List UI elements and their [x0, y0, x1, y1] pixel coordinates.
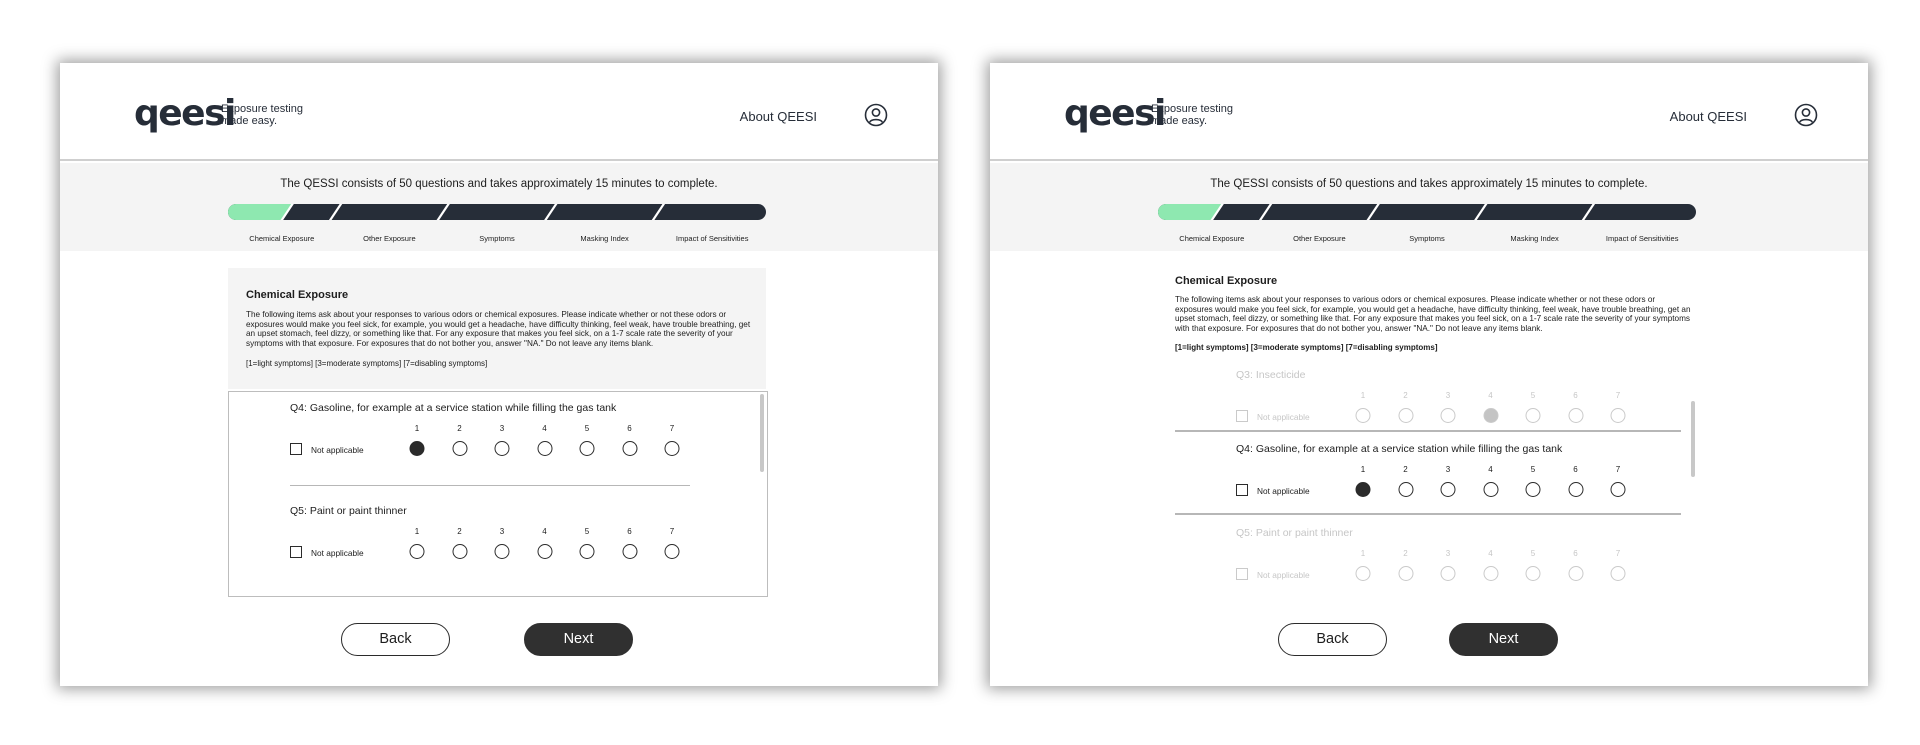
scale-number: 4 — [1488, 549, 1493, 558]
rating-radio-7[interactable] — [1611, 482, 1626, 497]
about-link[interactable]: About QEESI — [739, 109, 817, 124]
rating-radio-3[interactable] — [495, 544, 510, 559]
instructions-card — [228, 268, 766, 389]
progress-step-label[interactable]: Symptoms — [1409, 234, 1445, 243]
scale-number: 5 — [1530, 391, 1536, 400]
progress-track-fill — [1158, 204, 1696, 220]
scale-number: 4 — [1488, 465, 1493, 474]
scale-number: 3 — [1445, 549, 1451, 558]
rating-radio-4[interactable] — [1483, 482, 1498, 497]
rating-radio-1[interactable] — [1356, 408, 1371, 423]
progress-track — [1158, 204, 1696, 220]
rating-radio-1[interactable] — [410, 544, 425, 559]
scale-number: 4 — [542, 424, 547, 433]
scrollbar-thumb[interactable] — [1691, 401, 1695, 477]
user-icon[interactable] — [1794, 103, 1818, 127]
next-button[interactable]: Next — [1449, 623, 1558, 656]
screen-inline-card — [60, 63, 938, 686]
progress-step-label[interactable]: Impact of Sensitivities — [1605, 234, 1679, 243]
scale-number: 5 — [1530, 465, 1536, 474]
back-button[interactable]: Back — [1278, 623, 1387, 656]
scale-number: 2 — [457, 527, 462, 536]
progress-band — [60, 163, 938, 251]
rating-radio-6[interactable] — [1568, 408, 1583, 423]
scale-number: 1 — [1360, 391, 1366, 400]
section-title: Chemical Exposure — [1175, 275, 1278, 287]
scale-number: 2 — [1403, 465, 1408, 474]
scale-note: [1=light symptoms] [3=moderate symptoms] [7=disabling symptoms] — [1175, 343, 1438, 352]
rating-radio-3[interactable] — [495, 441, 510, 456]
rating-radio-7[interactable] — [1611, 408, 1626, 423]
rating-radio-5[interactable] — [1526, 566, 1541, 581]
scale-number: 4 — [542, 527, 547, 536]
rating-radio-4[interactable] — [1483, 566, 1498, 581]
rating-radio-4[interactable] — [537, 441, 552, 456]
rating-radio-5[interactable] — [1526, 408, 1541, 423]
rating-radio-1[interactable] — [1356, 566, 1371, 581]
next-button[interactable]: Next — [524, 623, 633, 656]
question-scroll-area[interactable] — [228, 391, 768, 597]
scale-number: 1 — [1360, 549, 1366, 558]
not-applicable-checkbox[interactable] — [290, 546, 302, 558]
not-applicable-checkbox[interactable] — [1236, 484, 1248, 496]
scale-number: 7 — [669, 527, 675, 536]
app-header — [990, 63, 1868, 161]
scale-number: 7 — [1615, 465, 1621, 474]
intro-text: The QESSI consists of 50 questions and takes approximately 15 minutes to complete. — [1210, 178, 1648, 190]
scale-number: 6 — [1573, 465, 1578, 474]
progress-step-label[interactable]: Impact of Sensitivities — [675, 234, 749, 243]
scale-number: 2 — [457, 424, 462, 433]
question-text: Q4: Gasoline, for example at a service station while filling the gas tank — [1236, 443, 1563, 455]
rating-radio-1[interactable] — [1356, 482, 1371, 497]
rating-radio-7[interactable] — [665, 544, 680, 559]
not-applicable-label: Not applicable — [311, 445, 364, 455]
scale-number: 5 — [584, 527, 590, 536]
scale-number: 3 — [1445, 465, 1451, 474]
scale-number: 4 — [1488, 391, 1493, 400]
question-text: Q5: Paint or paint thinner — [290, 505, 407, 517]
logo[interactable]: qeesi — [134, 93, 235, 134]
tagline-line-2: made easy. — [1151, 115, 1208, 127]
rating-radio-1[interactable] — [410, 441, 425, 456]
rating-radio-6[interactable] — [1568, 566, 1583, 581]
scale-number: 2 — [1403, 549, 1408, 558]
rating-radio-7[interactable] — [1611, 566, 1626, 581]
question-text: Q5: Paint or paint thinner — [1236, 527, 1353, 539]
not-applicable-label: Not applicable — [1257, 412, 1310, 422]
progress-track — [228, 204, 766, 220]
question-text: Q3: Insecticide — [1236, 369, 1306, 381]
scale-number: 6 — [1573, 391, 1578, 400]
scale-number: 6 — [1573, 549, 1578, 558]
not-applicable-label: Not applicable — [311, 548, 364, 558]
rating-radio-5[interactable] — [580, 441, 595, 456]
scale-note: [1=light symptoms] [3=moderate symptoms] [7=disabling symptoms] — [246, 359, 488, 368]
scale-number: 3 — [1445, 391, 1451, 400]
about-link[interactable]: About QEESI — [1669, 109, 1747, 124]
progress-step-label[interactable]: Masking Index — [580, 234, 629, 243]
not-applicable-label: Not applicable — [1257, 570, 1310, 580]
section-description: The following items ask about your responses to various odors or chemical exposures. Please indicate whether or not these odors or exposures would make you feel sick, for example, you would get a headache, have difficulty thinking, feel weak, have trouble breathing, get an upset stomach, feel dizzy, or something like that. For any exposure that makes you feel sick, on a 1-7 scale rate the severity of your symptoms with that exposure. For exposures that do not bother you, answer "NA." Do not leave any items blank. — [1175, 295, 1691, 334]
scale-number: 1 — [1360, 465, 1366, 474]
rating-radio-7[interactable] — [665, 441, 680, 456]
instructions-block — [1175, 268, 1705, 358]
rating-radio-2[interactable] — [1398, 408, 1413, 423]
progress-step-label[interactable]: Other Exposure — [1293, 234, 1346, 243]
section-title: Chemical Exposure — [246, 289, 349, 301]
progress-step-label[interactable]: Chemical Exposure — [1179, 234, 1245, 243]
not-applicable-checkbox[interactable] — [290, 443, 302, 455]
scale-number: 7 — [1615, 391, 1621, 400]
rating-radio-4[interactable] — [537, 544, 552, 559]
rating-radio-3[interactable] — [1441, 566, 1456, 581]
section-description: The following items ask about your responses to various odors or chemical exposures. Please indicate whether or not these odors or exposures would make you feel sick, for example, you would get a headache, have difficulty thinking, feel weak, have trouble breathing, get an upset stomach, feel dizzy, or something like that. For any exposure that makes you feel sick, on a 1-7 scale rate the severity of your symptoms with that exposure. For exposures that do not bother you, answer "NA." Do not leave any items blank. — [246, 310, 751, 349]
progress-track-fill — [228, 204, 766, 220]
rating-radio-5[interactable] — [580, 544, 595, 559]
not-applicable-label: Not applicable — [1257, 486, 1310, 496]
question-divider — [1175, 513, 1681, 515]
question-scroll-area[interactable] — [1175, 363, 1695, 605]
progress-step-label[interactable]: Chemical Exposure — [249, 234, 315, 243]
tagline-line-1: Exposure testing — [1151, 103, 1233, 115]
rating-radio-6[interactable] — [1568, 482, 1583, 497]
scale-number: 1 — [414, 527, 420, 536]
progress-step-label[interactable]: Other Exposure — [363, 234, 416, 243]
progress-step-label[interactable]: Symptoms — [479, 234, 515, 243]
question-text: Q4: Gasoline, for example at a service station while filling the gas tank — [290, 402, 617, 414]
back-button[interactable]: Back — [341, 623, 450, 656]
rating-radio-3[interactable] — [1441, 482, 1456, 497]
tagline-line-2: made easy. — [221, 115, 278, 127]
scale-number: 2 — [1403, 391, 1408, 400]
rating-radio-2[interactable] — [452, 441, 467, 456]
rating-radio-6[interactable] — [622, 441, 637, 456]
progress-band — [990, 163, 1868, 251]
scale-number: 5 — [584, 424, 590, 433]
scale-number: 7 — [669, 424, 675, 433]
not-applicable-checkbox[interactable] — [1236, 410, 1248, 422]
rating-radio-4[interactable] — [1483, 408, 1498, 423]
rating-radio-2[interactable] — [452, 544, 467, 559]
rating-radio-3[interactable] — [1441, 408, 1456, 423]
logo-tagline — [1151, 103, 1233, 127]
question-divider — [290, 485, 690, 486]
logo[interactable]: qeesi — [1064, 93, 1165, 134]
logo-tagline — [221, 103, 303, 127]
scale-number: 3 — [499, 424, 505, 433]
rating-radio-6[interactable] — [622, 544, 637, 559]
rating-radio-2[interactable] — [1398, 566, 1413, 581]
rating-radio-2[interactable] — [1398, 482, 1413, 497]
rating-radio-5[interactable] — [1526, 482, 1541, 497]
progress-step-label[interactable]: Masking Index — [1510, 234, 1559, 243]
scrollbar-thumb[interactable] — [760, 394, 764, 472]
question-divider — [1175, 430, 1681, 432]
scale-number: 5 — [1530, 549, 1536, 558]
scale-number: 1 — [414, 424, 420, 433]
app-header — [60, 63, 938, 161]
scale-number: 6 — [627, 527, 632, 536]
not-applicable-checkbox[interactable] — [1236, 568, 1248, 580]
intro-text: The QESSI consists of 50 questions and takes approximately 15 minutes to complete. — [280, 178, 718, 190]
screen-focused-question — [990, 63, 1868, 686]
scale-number: 7 — [1615, 549, 1621, 558]
user-icon[interactable] — [864, 103, 888, 127]
scale-number: 3 — [499, 527, 505, 536]
tagline-line-1: Exposure testing — [221, 103, 303, 115]
scale-number: 6 — [627, 424, 632, 433]
